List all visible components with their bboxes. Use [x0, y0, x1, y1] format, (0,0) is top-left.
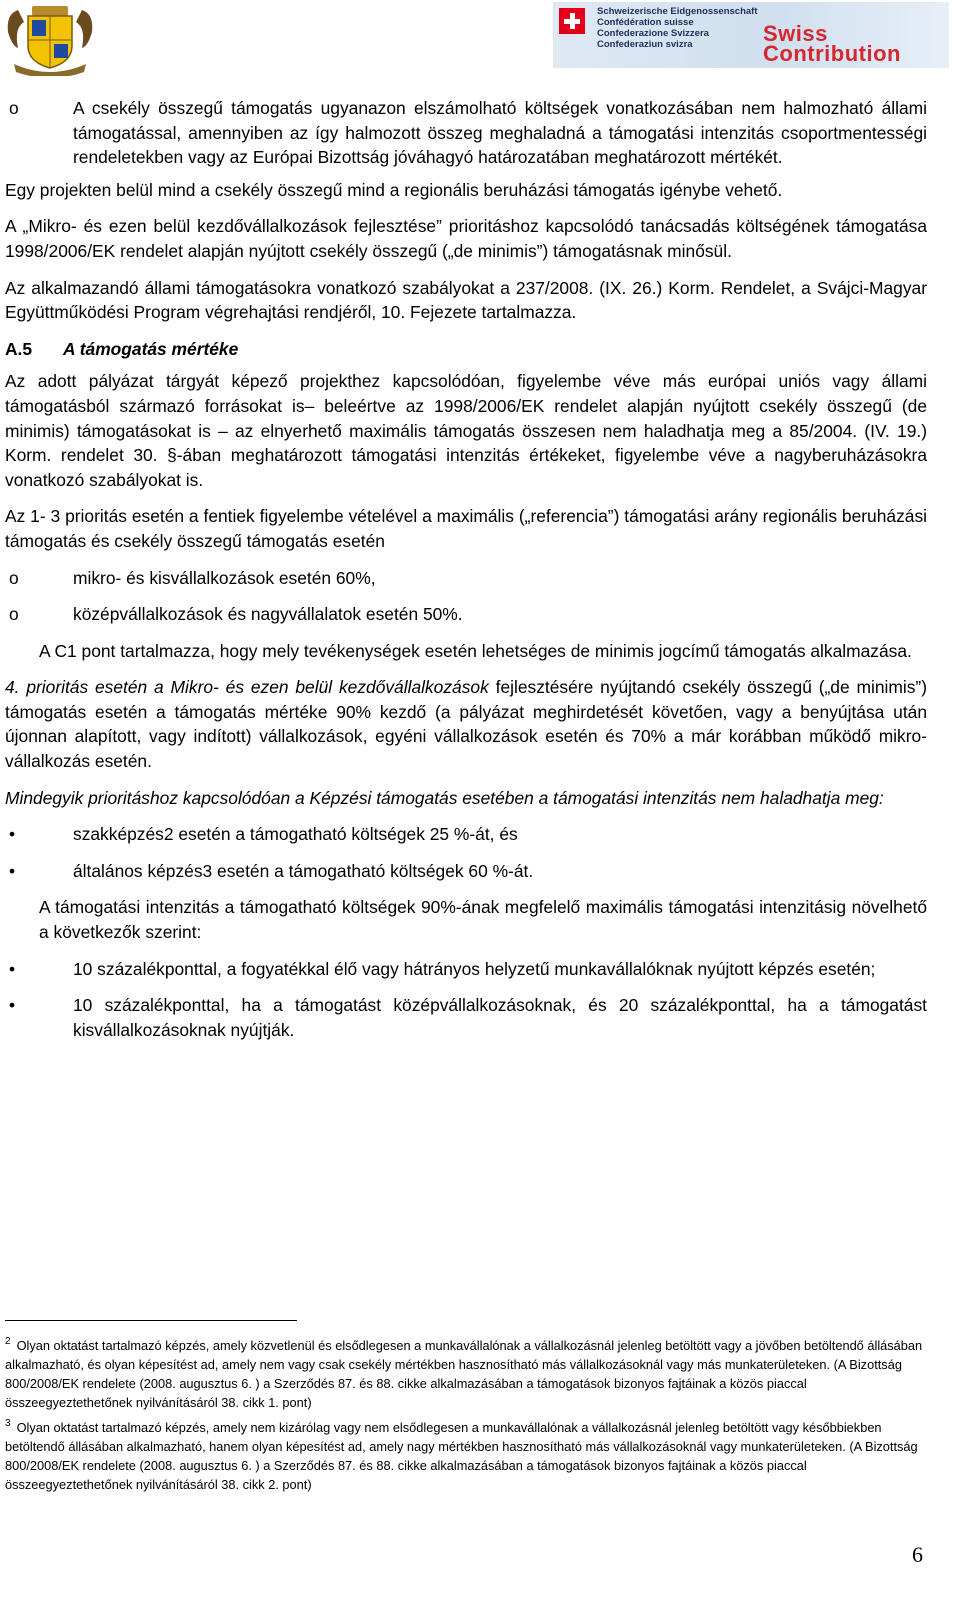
bullet: •	[9, 958, 16, 979]
section-heading	[5, 337, 927, 362]
paragraph: Az adott pályázat tárgyát képező projekthez kapcsolódóan, figyelembe véve más európai uniós vagy állami támogatásból származó forrásokat is– beleértve az 1998/2006/EK rendelet alapján nyújtott csekély összegű (de minimis) támogatásokat is – az elnyerhető maximális támogatás összesen nem haladhatja meg a 85/2004. (IV. 19.) Korm. rendelet 30. §-ában meghatározott támogatási intenzitás értékeket, figyelembe véve a nagyberuházásokra vonatkozó szabályokat is.	[5, 371, 927, 490]
paragraph: A C1 pont tartalmazza, hogy mely tevékenységek esetén lehetséges de minimis jogcímű támogatás alkalmazása.	[39, 640, 912, 661]
footnotes	[5, 1332, 927, 1494]
list-item: o A csekély összegű támogatás ugyanazon elszámolható költségek vonatkozásában nem halmozható állami támogatással, amennyiben az így halmozott összeg meghaladná a támogatási intenzitás csoportmentességi rendeletekben vagy az Európai Bizottság jóváhagyó határozatában meghatározott mértékét.	[9, 98, 927, 168]
circle-bullet: o	[9, 604, 19, 625]
swiss-contribution-logo	[553, 2, 949, 68]
footnote-number: 2	[5, 1336, 11, 1347]
swiss-contribution-brand: Swiss Contribution	[763, 21, 901, 66]
paragraph: A „Mikro- és ezen belül kezdővállalkozások fejlesztése” prioritáshoz kapcsolódó tanácsadás költségének támogatása 1998/2006/EK rendelet alapján nyújtott csekély összegű („de minimis”) támogatásnak minősül.	[5, 216, 927, 261]
list-item: o mikro- és kisvállalkozások esetén 60%,	[5, 566, 927, 591]
paragraph: Mindegyik prioritáshoz kapcsolódóan a Képzési támogatás esetében a támogatási intenzitás nem haladhatja meg:	[5, 787, 884, 808]
section-number: A.5	[5, 338, 33, 359]
bullet: •	[9, 824, 16, 845]
footnote: $^2$ Olyan oktatást tartalmazó képzés, amely közvetlenül és elsődlegesen a munkavállalónak a vállalkozásnál jelenleg betöltött vagy a jövőben betöltendő állásában alkalmazható, és olyan képesítést ad, amely nem vagy csak csekély mértékben hasznosítható más vállalkozásoknál vagy más munkaterületeken. (A Bizottság 800/2008/EK rendelete (2008. augusztus 6. ) a Szerződés 87. és 88. cikke alkalmazásában a támogatások bizonyos fajtáinak a közös piaccal összeegyeztethetőnek nyilvánításáról 38. cikk 1. pont)	[5, 1336, 923, 1410]
circle-bullet: o	[9, 98, 19, 118]
footnote-number: 3	[5, 1418, 11, 1429]
bullet: •	[9, 995, 16, 1016]
page-header	[0, 0, 960, 72]
list-item: • 10 százalékponttal, a fogyatékkal élő vagy hátrányos helyzetű munkavállalóknak nyújtott képzés esetén;	[5, 957, 927, 982]
swiss-flag-icon	[559, 8, 585, 34]
section-title: A támogatás mértéke	[63, 338, 239, 359]
circle-bullet: o	[9, 567, 19, 588]
coat-of-arms-logo	[4, 2, 96, 76]
confederation-names: Schweizerische Eidgenossenschaft Confédération suisse Confederazione Svizzera Confederaziun svizra	[597, 6, 758, 50]
paragraph: A támogatási intenzitás a támogatható költségek 90%-ának megfelelő maximális támogatási intenzitásig növelhető a következők szerint:	[39, 897, 927, 943]
paragraph: 4. prioritás esetén a Mikro- és ezen belül kezdővállalkozások fejlesztésére nyújtandó csekély összegű („de minimis”) támogatás esetén a támogatás mértéke 90% kezdő (a pályázat meghirdetését követően, vagy a benyújtása után újonnan alapított, vagy indított) vállalkozások, egyéni vállalkozások esetén és 70% a már korábban működő mikro-vállalkozás esetén.	[5, 677, 927, 772]
document-body	[5, 96, 927, 1042]
list-item: o középvállalkozások és nagyvállalatok esetén 50%.	[5, 602, 927, 627]
bullet: •	[9, 860, 16, 881]
list-item: • 10 százalékponttal, ha a támogatást középvállalkozásoknak, és 20 százalékponttal, ha a támogatást kisvállalkozásoknak nyújtják.	[9, 995, 927, 1040]
footnote: $^3$ Olyan oktatást tartalmazó képzés, amely nem kizárólag vagy nem elsődlegesen a munkavállalónak a vállalkozásnál jelenleg betöltött vagy későbbiekben betöltendő állásában alkalmazható, hanem olyan képesítést ad, amely nagy mértékben hasznosítható más vállalkozásoknál vagy munkaterületeken. (A Bizottság 800/2008/EK rendelete (2008. augusztus 6. ) a Szerződés 87. és 88. cikke alkalmazásában a támogatások bizonyos fajtáinak a közös piaccal összeegyeztethetőnek nyilvánításáról 38. cikk 2. pont)	[5, 1418, 918, 1492]
list-item: • szakképzés2 esetén a támogatható költségek 25 %-át, és	[5, 822, 927, 847]
page-number: 6	[912, 1542, 923, 1567]
paragraph: Egy projekten belül mind a csekély összegű mind a regionális beruházási támogatás igénybe vehető.	[5, 179, 783, 200]
footnote-separator	[5, 1320, 297, 1321]
paragraph: Az alkalmazandó állami támogatásokra vonatkozó szabályokat a 237/2008. (IX. 26.) Korm. Rendelet, a Svájci-Magyar Együttműködési Program végrehajtási rendjéről, 10. Fejezete tartalmazza.	[5, 277, 927, 323]
list-item: • általános képzés3 esetén a támogatható költségek 60 %-át.	[5, 859, 927, 884]
paragraph: Az 1- 3 prioritás esetén a fentiek figyelembe vételével a maximális („referencia”) támogatási arány regionális beruházási támogatás és csekély összegű támogatás esetén	[5, 506, 927, 551]
